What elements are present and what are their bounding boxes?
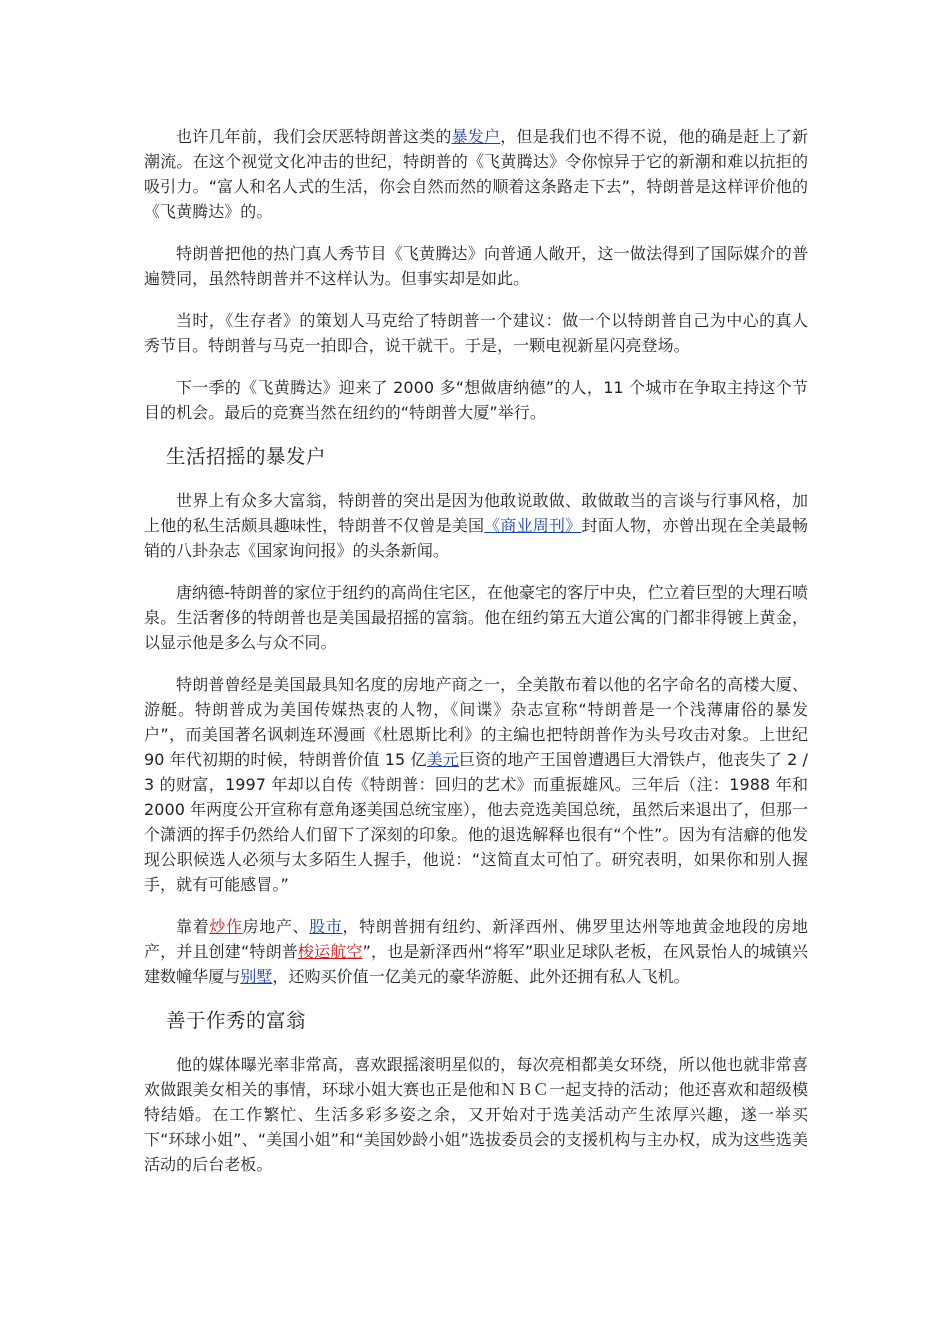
paragraph (144, 1052, 808, 1177)
inline-link[interactable]: 别墅 (240, 967, 273, 986)
paragraph-text: 他的媒体曝光率非常高，喜欢跟摇滚明星似的，每次亮相都美女环绕，所以他也就非常喜欢做跟美女相关的事情，环球小姐大赛也正是他和ＮＢＣ一起支持的活动；他还喜欢和超级模特结婚。在工作繁忙、生活多彩多姿之余，又开始对于选美活动产生浓厚兴趣，遂一举买下“环球小姐”、“美国小姐”和“美国妙龄小姐”选拔委员会的支援机构与主办权，成为这些选美活动的后台老板。 (144, 1055, 808, 1174)
inline-link[interactable]: 炒作 (209, 917, 243, 936)
article-body (144, 124, 808, 1194)
paragraph (144, 124, 808, 224)
paragraph-text: 当时，《生存者》的策划人马克给了特朗普一个建议：做一个以特朗普自己为中心的真人秀节目。特朗普与马克一拍即合，说干就干。于是，一颗电视新星闪亮登场。 (144, 311, 808, 355)
paragraph-text: ，还购买价值一亿美元的豪华游艇、此外还拥有私人飞机。 (272, 967, 690, 986)
paragraph-text: ，但是我们也不得不说，他的确是赶上了新潮流。在这个视觉文化冲击的世纪，特朗普的《飞黄腾达》令你惊异于它的新潮和难以抗拒的吸引力。“富人和名人式的生活，你会自然而然的顺着这条路走下去”，特朗普是这样评价他的《飞黄腾达》的。 (144, 127, 809, 221)
paragraph-text: 封面人物，亦曾出现在全美最畅销的八卦杂志《国家询问报》的头条新闻。 (144, 516, 809, 560)
paragraph (144, 914, 808, 989)
paragraph-text: 也许几年前，我们会厌恶特朗普这类的 (176, 127, 452, 146)
paragraph-text: ”，也是新泽西州“将军”职业足球队老板，在风景怡人的城镇兴建数幢华厦与 (144, 942, 808, 986)
paragraph (144, 488, 808, 563)
paragraph-text: 唐纳德-特朗普的家位于纽约的高尚住宅区，在他豪宅的客厅中央，伫立着巨型的大理石喷泉。生活奢侈的特朗普也是美国最招摇的富翁。他在纽约第五大道公寓的门都非得镀上黄金，以显示他是多么与众不同。 (144, 583, 808, 652)
paragraph-text: 特朗普把他的热门真人秀节目《飞黄腾达》向普通人敞开，这一做法得到了国际媒介的普遍赞同，虽然特朗普并不这样认为。但事实却是如此。 (144, 244, 808, 288)
paragraph-text: 巨资的地产王国曾遭遇巨大滑铁卢，他丧失了 2 / 3 的财富，1997 年却以自传《特朗普：回归的艺术》而重振雄风。三年后（注：1988 年和 2000 年两度公开宣称有意角逐美国总统宝座），他去竞选美国总统，虽然后来退出了，但那一个潇洒的挥手仍然给人们留下了深刻的印象。他的退选解释也很有“个性”。因为有洁癖的他发现公职候选人必须与太多陌生人握手，他说：“这简直太可怕了。研究表明，如果你和别人握手，就有可能感冒。” (144, 750, 809, 894)
paragraph (144, 672, 808, 897)
section-heading: 善于作秀的富翁 (166, 1009, 307, 1032)
inline-link[interactable]: 《商业周刊》 (484, 516, 582, 535)
paragraph (144, 308, 808, 358)
paragraph-text: ，特朗普拥有纽约、新泽西州、佛罗里达州等地黄金地段的房地产，并且创建“特朗普 (144, 917, 808, 961)
inline-link[interactable]: 美元 (426, 750, 459, 769)
paragraph (144, 580, 808, 655)
inline-link[interactable]: 梭运航空 (297, 942, 363, 961)
inline-link[interactable]: 股市 (309, 917, 343, 936)
section-heading: 生活招摇的暴发户 (166, 445, 327, 468)
paragraph-text: 世界上有众多大富翁，特朗普的突出是因为他敢说敢做、敢做敢当的言谈与行事风格，加上他的私生活颇具趣味性，特朗普不仅曾是美国 (144, 491, 808, 535)
paragraph-text: 靠着 (176, 917, 210, 936)
paragraph-text: 特朗普曾经是美国最具知名度的房地产商之一，全美散布着以他的名字命名的高楼大厦、游艇。特朗普成为美国传媒热衷的人物，《间谍》杂志宣称“特朗普是一个浅薄庸俗的暴发户”，而美国著名讽刺连环漫画《杜恩斯比利》的主编也把特朗普作为头号攻击对象。上世纪 90 年代初期的时候，特朗普价值 15 亿 (144, 675, 808, 769)
paragraph-text: 房地产、 (242, 917, 310, 936)
inline-link[interactable]: 暴发户 (451, 127, 501, 146)
paragraph (144, 375, 808, 425)
paragraph-text: 下一季的《飞黄腾达》迎来了 2000 多“想做唐纳德”的人，11 个城市在争取主持这个节目的机会。最后的竞赛当然在纽约的“特朗普大厦”举行。 (144, 378, 808, 422)
paragraph (144, 241, 808, 291)
